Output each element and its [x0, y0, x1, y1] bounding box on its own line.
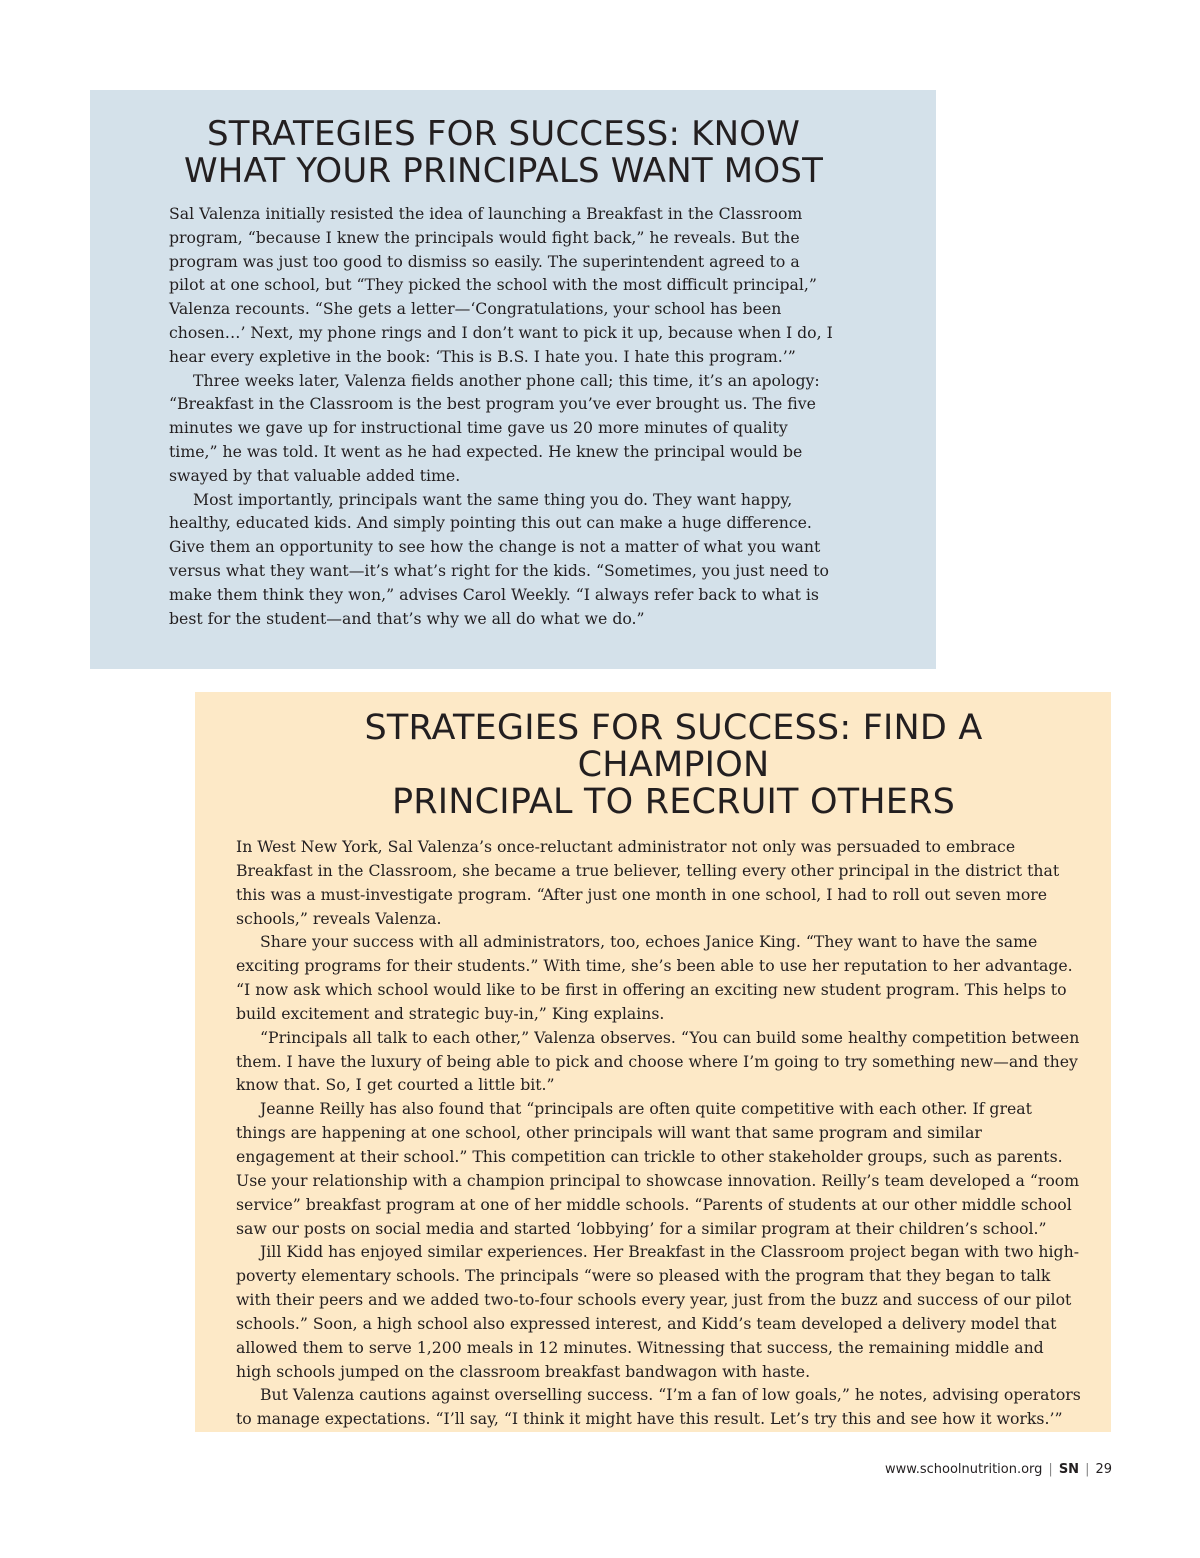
body-paragraph: “Principals all talk to each other,” Valenza observes. “You can build some healthy competition between them. I have the luxury of being able to pick and choose where I’m going to try something new—and they know that. So, I get courted a little bit.”: [236, 1027, 1080, 1095]
body-paragraph: Share your success with all administrators, too, echoes Janice King. “They want to have the same exciting programs for their students.” With time, she’s been able to use her reputation to her advantage. “I now ask which school would like to be first in offering an exciting new student program. This helps to build excitement and strategic buy-in,” King explains.: [236, 932, 1073, 1023]
footer-url: www.schoolnutrition.org: [885, 1462, 1043, 1477]
body-paragraph: Sal Valenza initially resisted the idea of launching a Breakfast in the Classroom program, “because I knew the principals would fight back,” he reveals. But the program was just too good to dismiss so easily. The superintendent agreed to a pilot at one school, but “They picked the school with the most difficult principal,” Valenza recounts. “She gets a letter—‘Congratulations, your school has been chosen…’ Next, my phone rings and I don’t want to pick it up, because when I do, I hear every expletive in the book: ‘This is B.S. I hate you. I hate this program.’”: [169, 204, 833, 366]
body-paragraph: Jeanne Reilly has also found that “principals are often quite competitive with each other. If great things are happening at one school, other principals will want that same program and similar engagement at their school.” This competition can trickle to other stakeholder groups, such as parents. Use your relationship with a champion principal to showcase innovation. Reilly’s team developed a “room service” breakfast program at one of her middle schools. “Parents of students at our other middle school saw our posts on social media and started ‘lobbying’ for a similar program at their children’s school.”: [236, 1099, 1080, 1238]
box-title-line-2: PRINCIPAL TO RECRUIT OTHERS: [391, 782, 956, 822]
box-title-line-1: STRATEGIES FOR SUCCESS: KNOW: [206, 114, 801, 154]
footer-magazine: SN: [1058, 1462, 1080, 1477]
body-paragraph: Most importantly, principals want the same thing you do. They want happy, healthy, educated kids. And simply pointing this out can make a huge difference. Give them an opportunity to see how the change is not a matter of what you want versus what they want—it’s what’s right for the kids. “Sometimes, you just need to make them think they won,” advises Carol Weekly. “I always refer back to what is best for the student—and that’s why we all do what we do.”: [169, 489, 829, 628]
box-title: [169, 116, 838, 190]
body-paragraph: Jill Kidd has enjoyed similar experiences. Her Breakfast in the Classroom project began with two high-poverty elementary schools. The principals “were so pleased with the program that they began to talk with their peers and we added two-to-four schools every year, just from the buzz and success of our pilot schools.” Soon, a high school also expressed interest, and Kidd’s team developed a delivery model that allowed them to serve 1,200 meals in 12 minutes. Witnessing that success, the remaining middle and high schools jumped on the classroom breakfast bandwagon with haste.: [236, 1242, 1079, 1381]
body-paragraph: But Valenza cautions against overselling success. “I’m a fan of low goals,” he notes, advising operators to manage expectations. “I’ll say, “I think it might have this result. Let’s try this and see how it works.’”: [236, 1385, 1081, 1429]
box-title-line-1: STRATEGIES FOR SUCCESS: FIND A CHAMPION: [364, 708, 983, 785]
box-title: [266, 710, 1081, 821]
body-paragraph: In West New York, Sal Valenza’s once-reluctant administrator not only was persuaded to embrace Breakfast in the Classroom, she became a true believer, telling every other principal in the district that this was a must-investigate program. “After just one month in one school, I had to roll out seven more schools,” reveals Valenza.: [236, 837, 1060, 928]
page-number: 29: [1095, 1462, 1112, 1477]
body-paragraph: Three weeks later, Valenza fields another phone call; this time, it’s an apology: “Breakfast in the Classroom is the best program you’ve ever brought us. The five minutes we gave up for instructional time gave us 20 more minutes of quality time,” he was told. It went as he had expected. He knew the principal would be swayed by that valuable added time.: [169, 370, 820, 485]
page-footer: [885, 1462, 1112, 1477]
footer-divider: |: [1085, 1462, 1090, 1477]
sidebar-box-know-principals: [90, 90, 936, 669]
sidebar-box-champion-principal: [195, 692, 1111, 1432]
footer-divider: |: [1048, 1462, 1053, 1477]
box-title-line-2: WHAT YOUR PRINCIPALS WANT MOST: [183, 151, 824, 191]
